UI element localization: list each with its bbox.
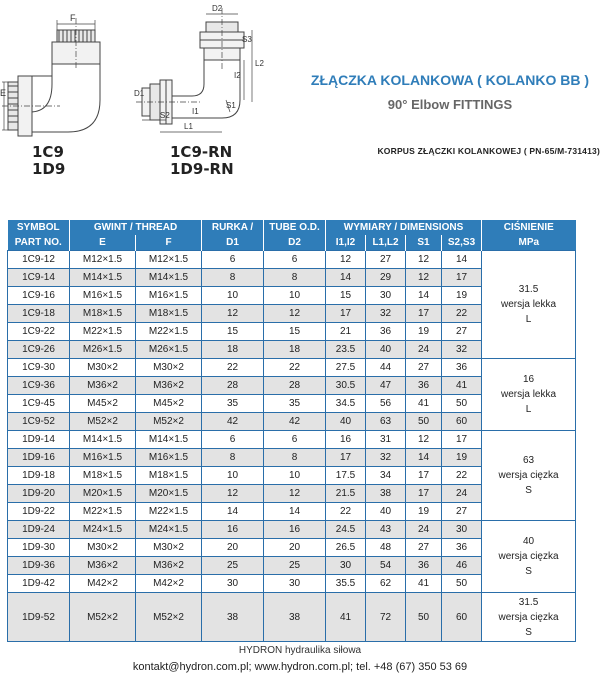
cell-s1: 27 (406, 359, 442, 377)
cell-part-no: 1D9-24 (8, 521, 70, 539)
pressure-line: S (525, 626, 532, 638)
cell-s1: 41 (406, 395, 442, 413)
cell-l: 63 (366, 413, 406, 431)
cell-i: 21.5 (326, 485, 366, 503)
cell-d2: 12 (264, 485, 326, 503)
cell-i: 30 (326, 557, 366, 575)
cell-s2-s3: 19 (442, 287, 482, 305)
cell-d1: 15 (202, 323, 264, 341)
cell-thread-e: M30×2 (70, 539, 136, 557)
pressure-line: wersja lekka (501, 299, 557, 310)
cell-thread-f: M14×1.5 (136, 269, 202, 287)
cell-s2-s3: 27 (442, 323, 482, 341)
cell-thread-f: M30×2 (136, 539, 202, 557)
pressure-cell (482, 521, 576, 593)
cell-part-no: 1D9-22 (8, 503, 70, 521)
cell-thread-f: M52×2 (136, 413, 202, 431)
cell-thread-e: M42×2 (70, 575, 136, 593)
cell-l: 38 (366, 485, 406, 503)
cell-d1: 42 (202, 413, 264, 431)
header-l1-l2: L1,L2 (366, 235, 406, 251)
cell-part-no: 1C9-45 (8, 395, 70, 413)
cell-i: 17.5 (326, 467, 366, 485)
cell-s2-s3: 60 (442, 413, 482, 431)
cell-i: 15 (326, 287, 366, 305)
cell-l: 56 (366, 395, 406, 413)
cell-i: 40 (326, 413, 366, 431)
cell-part-no: 1D9-18 (8, 467, 70, 485)
cell-d1: 12 (202, 305, 264, 323)
dim-label-f: F (70, 13, 76, 23)
cell-s1: 19 (406, 323, 442, 341)
cell-part-no: 1D9-20 (8, 485, 70, 503)
cell-d1: 25 (202, 557, 264, 575)
cell-s1: 27 (406, 539, 442, 557)
pressure-cell (482, 431, 576, 521)
pressure-line: L (525, 314, 532, 325)
cell-d1: 22 (202, 359, 264, 377)
cell-d2: 10 (264, 287, 326, 305)
cell-l: 27 (366, 251, 406, 269)
pressure-line: 40 (522, 536, 535, 547)
cell-d1: 12 (202, 485, 264, 503)
cell-l: 34 (366, 467, 406, 485)
pressure-line: S (525, 566, 532, 577)
cell-d2: 28 (264, 377, 326, 395)
cell-s1: 14 (406, 287, 442, 305)
cell-i: 17 (326, 449, 366, 467)
cell-l: 30 (366, 287, 406, 305)
cell-s2-s3: 27 (442, 503, 482, 521)
cell-d2: 14 (264, 503, 326, 521)
header-part-no: PART NO. (8, 235, 70, 251)
table-row (8, 593, 576, 642)
part-code-1c9-rn: 1C9-RN (170, 143, 233, 161)
page-title: ZŁĄCZKA KOLANKOWA ( KOLANKO BB ) (310, 72, 590, 88)
header-thread: GWINT / THREAD (70, 220, 202, 235)
cell-thread-e: M18×1.5 (70, 305, 136, 323)
header-f: F (136, 235, 202, 251)
header-i1-i2: I1,I2 (326, 235, 366, 251)
header-d2: D2 (264, 235, 326, 251)
cell-d1: 16 (202, 521, 264, 539)
cell-d2: 12 (264, 305, 326, 323)
cell-part-no: 1D9-42 (8, 575, 70, 593)
cell-l: 36 (366, 323, 406, 341)
table-header-row-1 (8, 220, 576, 235)
part-code-1d9: 1D9 (32, 160, 66, 178)
cell-d2: 18 (264, 341, 326, 359)
cell-l: 62 (366, 575, 406, 593)
cell-i: 26.5 (326, 539, 366, 557)
cell-d2: 20 (264, 539, 326, 557)
cell-d2: 22 (264, 359, 326, 377)
cell-thread-f: M42×2 (136, 575, 202, 593)
cell-d2: 38 (264, 593, 326, 642)
cell-i: 16 (326, 431, 366, 449)
cell-d1: 14 (202, 503, 264, 521)
cell-part-no: 1C9-18 (8, 305, 70, 323)
cell-i: 24.5 (326, 521, 366, 539)
cell-d2: 6 (264, 251, 326, 269)
cell-l: 32 (366, 305, 406, 323)
cell-thread-e: M45×2 (70, 395, 136, 413)
cell-i: 34.5 (326, 395, 366, 413)
header-s1: S1 (406, 235, 442, 251)
cell-d2: 16 (264, 521, 326, 539)
cell-s2-s3: 17 (442, 431, 482, 449)
cell-s1: 50 (406, 593, 442, 642)
dim-label-i2: I2 (234, 71, 241, 80)
cell-l: 31 (366, 431, 406, 449)
pressure-line: wersja lekka (501, 389, 557, 400)
header-dimensions: WYMIARY / DIMENSIONS (326, 220, 482, 235)
cell-s2-s3: 36 (442, 359, 482, 377)
header-e: E (70, 235, 136, 251)
part-code-1d9-rn: 1D9-RN (170, 160, 234, 178)
dim-label-d1: D1 (134, 89, 145, 98)
dimensions-table (7, 220, 576, 642)
dim-label-s2: S2 (160, 111, 170, 120)
cell-s1: 12 (406, 431, 442, 449)
cell-thread-f: M12×1.5 (136, 251, 202, 269)
cell-d2: 25 (264, 557, 326, 575)
cell-d1: 30 (202, 575, 264, 593)
cell-i: 23.5 (326, 341, 366, 359)
cell-l: 47 (366, 377, 406, 395)
cell-s2-s3: 22 (442, 305, 482, 323)
cell-part-no: 1C9-16 (8, 287, 70, 305)
cell-l: 40 (366, 503, 406, 521)
cell-d2: 42 (264, 413, 326, 431)
cell-s1: 12 (406, 269, 442, 287)
cell-thread-f: M22×1.5 (136, 503, 202, 521)
cell-thread-f: M16×1.5 (136, 449, 202, 467)
cell-d1: 10 (202, 467, 264, 485)
cell-s1: 24 (406, 341, 442, 359)
cell-thread-e: M36×2 (70, 377, 136, 395)
cell-thread-e: M52×2 (70, 413, 136, 431)
cell-s2-s3: 24 (442, 485, 482, 503)
pressure-line: L (525, 404, 532, 415)
table-row (8, 251, 576, 269)
page-subtitle: 90° Elbow FITTINGS (387, 97, 513, 112)
cell-part-no: 1C9-26 (8, 341, 70, 359)
cell-part-no: 1C9-12 (8, 251, 70, 269)
cell-thread-e: M16×1.5 (70, 449, 136, 467)
cell-d2: 6 (264, 431, 326, 449)
cell-part-no: 1D9-52 (8, 593, 70, 642)
cell-s1: 17 (406, 467, 442, 485)
cell-s2-s3: 41 (442, 377, 482, 395)
cell-thread-f: M30×2 (136, 359, 202, 377)
table-header-row-2 (8, 235, 576, 251)
cell-d2: 8 (264, 449, 326, 467)
cell-thread-f: M45×2 (136, 395, 202, 413)
cell-thread-e: M52×2 (70, 593, 136, 642)
cell-d1: 35 (202, 395, 264, 413)
cell-s1: 19 (406, 503, 442, 521)
footer-contact: kontakt@hydron.com.pl; www.hydron.com.pl; tel. +48 (67) 350 53 69 (132, 661, 468, 673)
cell-i: 12 (326, 251, 366, 269)
cell-thread-f: M16×1.5 (136, 287, 202, 305)
cell-s2-s3: 50 (442, 395, 482, 413)
cell-s1: 50 (406, 413, 442, 431)
pressure-line: 31.5 (518, 596, 539, 608)
header-s2-s3: S2,S3 (442, 235, 482, 251)
cell-thread-f: M18×1.5 (136, 467, 202, 485)
cell-s1: 17 (406, 305, 442, 323)
dim-label-e: E (0, 88, 7, 98)
cell-thread-e: M14×1.5 (70, 269, 136, 287)
cell-thread-f: M18×1.5 (136, 305, 202, 323)
pressure-cell (482, 359, 576, 431)
cell-thread-f: M14×1.5 (136, 431, 202, 449)
pressure-line: wersja cięzka (498, 470, 559, 481)
header-d1: D1 (202, 235, 264, 251)
cell-i: 41 (326, 593, 366, 642)
cell-part-no: 1D9-14 (8, 431, 70, 449)
header-mpa: MPa (482, 235, 576, 251)
part-code-1c9: 1C9 (32, 143, 64, 161)
cell-s1: 24 (406, 521, 442, 539)
cell-thread-e: M22×1.5 (70, 503, 136, 521)
cell-s2-s3: 46 (442, 557, 482, 575)
cell-thread-e: M24×1.5 (70, 521, 136, 539)
footer-company: HYDRON hydraulika siłowa (238, 645, 362, 656)
cell-thread-e: M20×1.5 (70, 485, 136, 503)
dim-label-i1: I1 (192, 107, 199, 116)
dim-label-l1: L1 (184, 122, 193, 131)
pressure-line: S (525, 485, 532, 496)
cell-thread-f: M36×2 (136, 557, 202, 575)
cell-d2: 30 (264, 575, 326, 593)
standard-note: KORPUS ZŁĄCZKI KOLANKOWEJ ( PN-65/M-731413) (377, 146, 600, 156)
cell-thread-f: M22×1.5 (136, 323, 202, 341)
cell-s1: 17 (406, 485, 442, 503)
pressure-cell (482, 593, 576, 642)
cell-d2: 8 (264, 269, 326, 287)
pressure-line: 31.5 (518, 284, 539, 295)
cell-i: 27.5 (326, 359, 366, 377)
cell-d2: 35 (264, 395, 326, 413)
table-row (8, 431, 576, 449)
cell-thread-f: M26×1.5 (136, 341, 202, 359)
cell-thread-e: M12×1.5 (70, 251, 136, 269)
cell-d1: 8 (202, 269, 264, 287)
cell-thread-e: M22×1.5 (70, 323, 136, 341)
cell-d1: 6 (202, 431, 264, 449)
cell-s2-s3: 36 (442, 539, 482, 557)
cell-l: 29 (366, 269, 406, 287)
pressure-line: 63 (522, 455, 535, 466)
cell-d1: 28 (202, 377, 264, 395)
cell-d2: 15 (264, 323, 326, 341)
cell-s2-s3: 14 (442, 251, 482, 269)
cell-part-no: 1C9-52 (8, 413, 70, 431)
cell-i: 21 (326, 323, 366, 341)
cell-l: 43 (366, 521, 406, 539)
cell-s2-s3: 50 (442, 575, 482, 593)
pressure-line: wersja cięzka (498, 611, 559, 623)
table-row (8, 521, 576, 539)
cell-i: 35.5 (326, 575, 366, 593)
cell-d1: 8 (202, 449, 264, 467)
cell-thread-f: M24×1.5 (136, 521, 202, 539)
pressure-cell (482, 251, 576, 359)
cell-l: 48 (366, 539, 406, 557)
cell-d1: 6 (202, 251, 264, 269)
cell-d1: 10 (202, 287, 264, 305)
elbow-drawing-1c9 (2, 18, 100, 136)
cell-s2-s3: 30 (442, 521, 482, 539)
cell-part-no: 1D9-36 (8, 557, 70, 575)
cell-thread-f: M20×1.5 (136, 485, 202, 503)
cell-s1: 14 (406, 449, 442, 467)
cell-part-no: 1C9-36 (8, 377, 70, 395)
pressure-line: wersja cięzka (498, 551, 559, 562)
cell-i: 14 (326, 269, 366, 287)
cell-thread-e: M26×1.5 (70, 341, 136, 359)
cell-d1: 18 (202, 341, 264, 359)
cell-s1: 12 (406, 251, 442, 269)
cell-i: 22 (326, 503, 366, 521)
cell-thread-f: M36×2 (136, 377, 202, 395)
cell-part-no: 1C9-30 (8, 359, 70, 377)
cell-s2-s3: 22 (442, 467, 482, 485)
dim-label-s3: S3 (242, 35, 252, 44)
header-pressure: CIŚNIENIE (482, 220, 576, 235)
cell-part-no: 1C9-14 (8, 269, 70, 287)
dim-label-l2: L2 (255, 59, 264, 68)
cell-s1: 36 (406, 557, 442, 575)
cell-l: 54 (366, 557, 406, 575)
cell-part-no: 1D9-16 (8, 449, 70, 467)
cell-d1: 20 (202, 539, 264, 557)
cell-s1: 36 (406, 377, 442, 395)
cell-d2: 10 (264, 467, 326, 485)
table-row (8, 359, 576, 377)
cell-i: 30.5 (326, 377, 366, 395)
cell-s1: 41 (406, 575, 442, 593)
cell-s2-s3: 60 (442, 593, 482, 642)
cell-l: 72 (366, 593, 406, 642)
cell-thread-e: M14×1.5 (70, 431, 136, 449)
header-symbol: SYMBOL (8, 220, 70, 235)
cell-i: 17 (326, 305, 366, 323)
cell-s2-s3: 32 (442, 341, 482, 359)
cell-thread-f: M52×2 (136, 593, 202, 642)
cell-s2-s3: 17 (442, 269, 482, 287)
header-rurka: RURKA / (202, 220, 264, 235)
cell-d1: 38 (202, 593, 264, 642)
cell-l: 44 (366, 359, 406, 377)
cell-thread-e: M36×2 (70, 557, 136, 575)
dim-label-d2: D2 (212, 4, 223, 13)
cell-part-no: 1D9-30 (8, 539, 70, 557)
cell-l: 32 (366, 449, 406, 467)
cell-l: 40 (366, 341, 406, 359)
cell-thread-e: M16×1.5 (70, 287, 136, 305)
cell-thread-e: M18×1.5 (70, 467, 136, 485)
cell-s2-s3: 19 (442, 449, 482, 467)
header-tube: TUBE O.D. (264, 220, 326, 235)
dim-label-s1: S1 (226, 101, 236, 110)
cell-part-no: 1C9-22 (8, 323, 70, 341)
pressure-line: 16 (522, 374, 535, 385)
cell-thread-e: M30×2 (70, 359, 136, 377)
